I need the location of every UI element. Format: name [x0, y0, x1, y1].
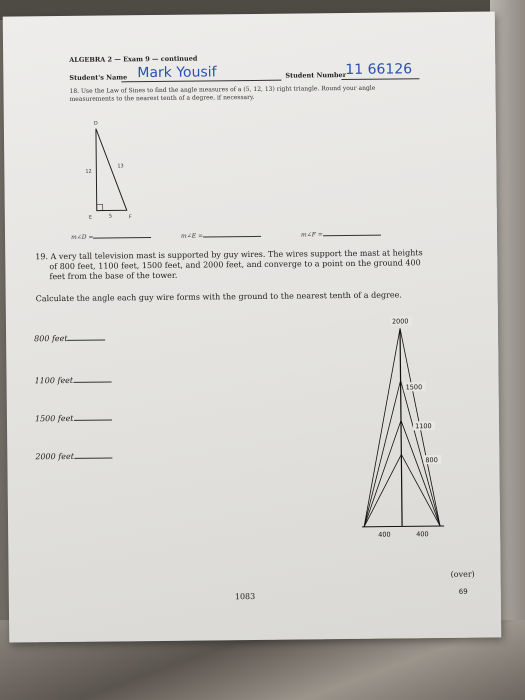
answer-1100	[35, 375, 112, 385]
student-number-label: Student Number	[285, 71, 347, 80]
answer-800-label: 800 feet	[34, 333, 68, 344]
student-number-value: 11 66126	[345, 61, 413, 79]
answer-1500	[35, 413, 112, 423]
angle-e-label: m∠E =	[181, 232, 204, 240]
student-name-value: Mark Yousif	[137, 64, 217, 82]
mast-diagram	[356, 312, 468, 543]
student-name-line	[121, 66, 281, 83]
exam-title: ALGEBRA 2 — Exam 9 — continued	[69, 54, 198, 64]
mast-label-800: 800	[425, 456, 438, 465]
wire-800-left	[363, 454, 402, 526]
side-12-label: 12	[85, 168, 92, 175]
vertex-d-label: D	[93, 120, 98, 127]
student-name-label: Student's Name	[69, 73, 128, 82]
answer-1500-label: 1500 feet	[34, 413, 74, 424]
wire-800-right	[401, 454, 440, 526]
vertex-e-label: E	[88, 214, 93, 221]
ground-line	[362, 526, 444, 527]
over-label: (over)	[450, 569, 475, 579]
q19-instruction: Calculate the angle each guy wire forms with the ground to the nearest tenth of a degree.	[35, 290, 402, 304]
q19-line-1: 19. A very tall television mast is supported by guy wires. The wires support the mast at heights	[35, 248, 423, 262]
angle-e-blank[interactable]	[203, 236, 261, 238]
mast-label-1100: 1100	[415, 422, 432, 431]
wire-2000-left	[362, 328, 402, 526]
q19-line-3: feet from the base of the tower.	[49, 270, 178, 282]
angle-d-label: m∠D =	[71, 233, 94, 241]
answer-1100-blank[interactable]	[73, 381, 111, 382]
angle-d-blank[interactable]	[94, 237, 152, 239]
exam-sheet	[3, 11, 502, 642]
q18-triangle	[82, 110, 153, 223]
right-angle-mark	[97, 205, 103, 211]
answer-800-blank[interactable]	[68, 340, 106, 341]
q19-text	[35, 248, 455, 282]
answer-2000-blank[interactable]	[74, 457, 112, 458]
side-5-label: 5	[108, 213, 113, 220]
wire-1500-left	[363, 380, 403, 526]
angle-e-answer	[181, 232, 261, 240]
page-number: 1083	[234, 591, 256, 602]
mast-label-2000: 2000	[391, 317, 409, 326]
angle-d-answer	[71, 233, 152, 241]
vertex-f-label: F	[128, 214, 132, 221]
angle-f-label: m∠F =	[301, 231, 323, 239]
wire-1100-right	[401, 420, 440, 526]
base-label-right: 400	[416, 530, 429, 539]
student-number-line	[341, 62, 419, 80]
q18-text: 18. Use the Law of Sines to find the angle measures of a (5, 12, 13) right triangle. Round your angle measurements to the nearest tenth of a degree, if necessary.	[69, 84, 376, 103]
answer-800	[34, 334, 106, 344]
wire-1100-left	[363, 420, 402, 526]
answer-1100-label: 1100 feet	[34, 375, 74, 386]
base-label-left: 400	[378, 530, 391, 539]
answer-2000-label: 2000 feet	[35, 451, 74, 462]
angle-f-blank[interactable]	[323, 235, 381, 237]
q19-line-2: of 800 feet, 1100 feet, 1500 feet, and 2000 feet, and converge to a point on the ground 400	[49, 258, 421, 272]
mast-line	[400, 328, 402, 526]
wire-1500-right	[401, 380, 441, 526]
side-13-label: 13	[117, 163, 124, 170]
angle-f-answer	[301, 231, 381, 239]
answer-1500-blank[interactable]	[74, 419, 112, 420]
answer-2000	[35, 451, 112, 461]
corner-number: 69	[458, 587, 468, 596]
mast-label-1500: 1500	[405, 383, 423, 392]
triangle-def	[96, 128, 127, 210]
